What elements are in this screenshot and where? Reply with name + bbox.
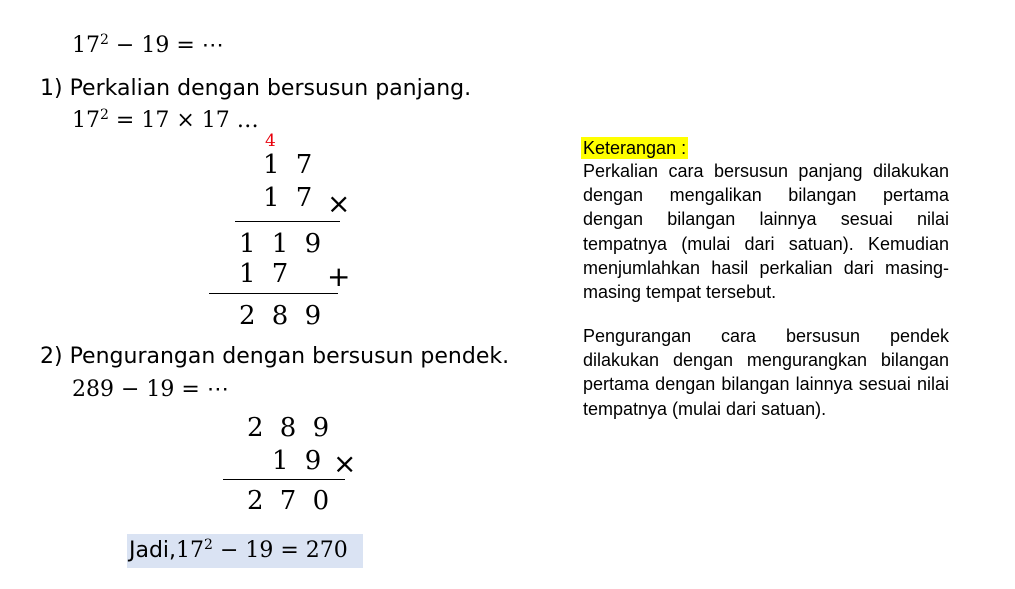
partial-product-1: 1 1 9: [239, 229, 326, 259]
problem-statement: $17^2 - 19$ = ⋯: [72, 32, 224, 58]
difference-result: 2 7 0: [247, 486, 334, 516]
subtrahend: 1 9: [272, 446, 326, 476]
multiplier: 1 7: [263, 183, 317, 213]
section2-expression: 289 − 19 = ⋯: [72, 377, 229, 402]
conclusion-box: $Jadi,17^2 - 19 = 270$: [127, 534, 363, 568]
notes-paragraph-subtraction: Pengurangan cara bersusun pendek dilakukan dengan mengurangkan bilangan pertama dengan bilangan lainnya sesuai nilai tempatnya (mulai dari satuan).: [583, 326, 949, 419]
notes-title: Keterangan :: [583, 138, 687, 158]
minuend: 2 8 9: [247, 413, 334, 443]
partial-product-2: 1 7: [239, 259, 293, 289]
multiply-rule: [235, 221, 340, 222]
multiplicand: 1 7: [263, 150, 317, 180]
section1-heading: 1) Perkalian dengan bersusun panjang.: [40, 76, 472, 101]
sum-rule: [209, 293, 338, 294]
carry-digit: 4: [265, 131, 276, 151]
subtract-rule: [223, 479, 345, 480]
section1-expression: $17^2 = 17 \times 17$ …: [72, 107, 259, 133]
plus-operator: +: [327, 260, 351, 293]
notes-paragraph-multiplication: Perkalian cara bersusun panjang dilakukan dengan mengalikan bilangan pertama dengan bilangan lainnya sesuai nilai tempatnya (mulai dari satuan). Kemudian menjumlahkan hasil perkalian dari masing-masing tempat tersebut.: [583, 161, 949, 303]
subtraction-operator: ×: [333, 447, 357, 480]
section2-heading: 2) Pengurangan dengan bersusun pendek.: [40, 344, 510, 369]
product-result: 2 8 9: [239, 301, 326, 331]
times-operator: ×: [327, 187, 351, 220]
